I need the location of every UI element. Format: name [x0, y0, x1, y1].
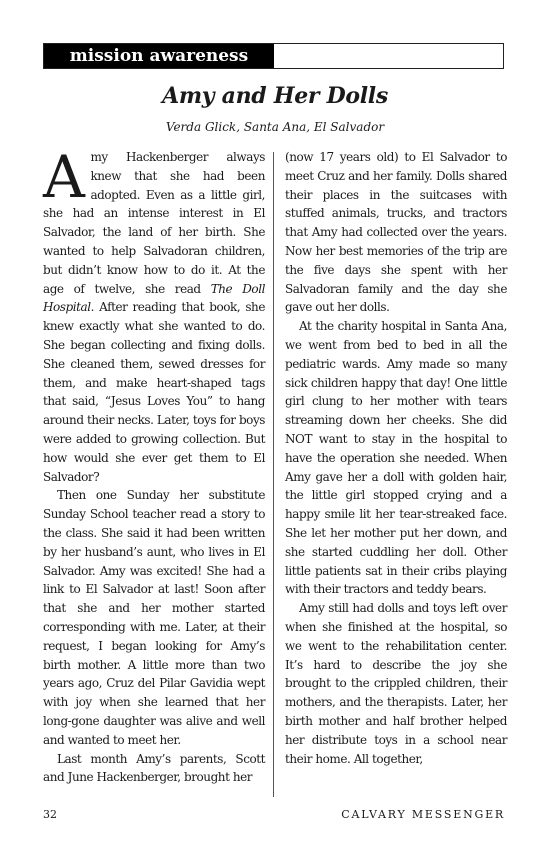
paragraph-5: At the charity hospital in Santa Ana, we went from bed to bed in all the pediatric wards. Amy made so many sick children happy that day! One little girl clung to her mother with tears streaming down her cheeks. She did NOT want to stay in the hospital to have the operation she needed. When Amy gave her a doll with golden hair, the little girl stopped crying and a happy smile lit her tear-streaked face. She let her mother put her down, and she started cuddling her doll. Other little patients sat in their cribs playing with their tractors and teddy bears. — [285, 319, 507, 597]
section-label: mission awareness — [44, 44, 274, 68]
section-banner — [43, 43, 504, 69]
paragraph-1-text-a: my Hackenberger always knew that she had been adopted. Even as a little girl, she had an intense interest in El Salvador, the land of her birth. She wanted to help Salvadoran children, but didn’t know how to do it. At the age of twelve, she read — [43, 150, 265, 296]
article-byline: Verda Glick, Santa Ana, El Salvador — [165, 120, 385, 134]
book-title: The Doll Hospital — [43, 281, 265, 315]
drop-cap: A — [43, 143, 85, 211]
paragraph-6: Amy still had dolls and toys left over when she finished at the hospital, so we went to the rehabilitation center. It’s hard to describe the joy she brought to the crippled children, their mothers, and the therapists. Later, her birth mother and half brother helped her distribute toys in a school near their home. All together, — [285, 601, 507, 766]
article-title: Amy and Her Dolls — [162, 83, 388, 109]
paragraph-3: Last month Amy’s parents, Scott and June Hackenberger, brought her — [43, 751, 265, 785]
paragraph-4: (now 17 years old) to El Salvador to meet Cruz and her family. Dolls shared their places in the suitcases with stuffed animals, trucks, and tractors that Amy had collected over the years. Now her best memories of the trip are the five days she spent with her Salvadoran family and the day she gave out her dolls. — [285, 150, 507, 315]
publication-name: CALVARY MESSENGER — [341, 808, 505, 821]
right-column — [285, 148, 507, 768]
paragraph-1-text-b: . After reading that book, she knew exactly what she wanted to do. She began collecting and fixing dolls. She cleaned them, sewed dresses for them, and make heart-shaped tags that said, “Jesus Loves You” to hang around their necks. Later, toys for boys were added to growing collection. But how would she ever get them to El Salvador? — [43, 300, 265, 484]
page-number: 32 — [43, 808, 57, 821]
left-column — [43, 143, 265, 787]
paragraph-2: Then one Sunday her substitute Sunday School teacher read a story to the class. She said it had been written by her husband’s aunt, who lives in El Salvador. Amy was excited! She had a link to El Salvador at last! Soon after that she and her mother started corresponding with me. Later, at their request, I began looking for Amy’s birth mother. A little more than two years ago, Cruz del Pilar Gavidia wept with joy when she learned that her long-gone daughter was alive and well and wanted to meet her. — [43, 488, 265, 747]
paragraph-1 — [43, 143, 265, 486]
column-divider — [273, 152, 274, 797]
